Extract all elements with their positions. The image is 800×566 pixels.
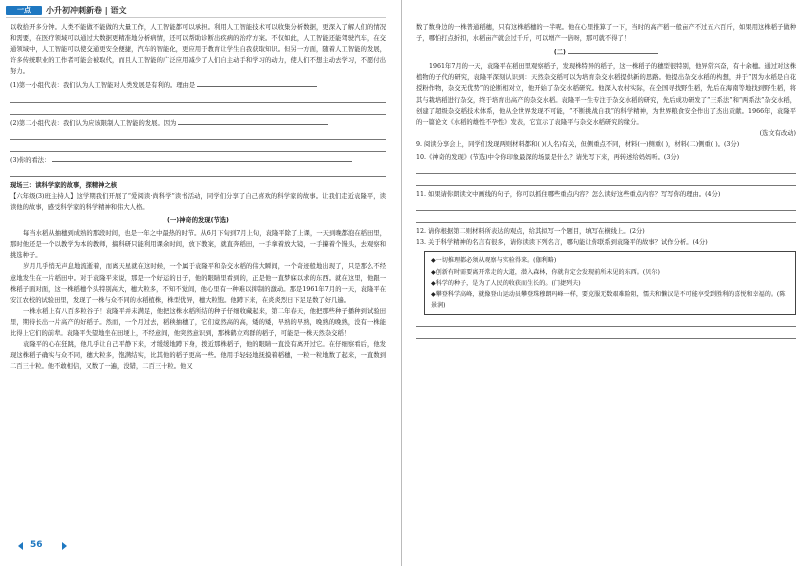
quote-item: ◆一切推理都必须从观察与实验得来。(伽利略): [431, 257, 557, 265]
question-1: [10, 80, 386, 114]
scene-title: 现场三：读科学家的故事，探精神之核: [10, 181, 118, 189]
question-1-text: (1)第一小组代表：我们认为人工智能对人类发展是有利的。理由是: [10, 82, 196, 90]
scene-intro: 【六年级(3)班主持人】这学期我们开展了“爱阅读·尚科学”读书活动，同学们分享了自己喜欢的科学家的故事。让我们走近袁隆平，读读他的故事，感受科学家的科学精神和伟大人格。: [10, 192, 386, 211]
quote-item: ◆科学的种子，是为了人民的收获而生长的。(门捷列夫): [431, 279, 581, 287]
question-3: [10, 155, 386, 177]
next-page-arrow-icon[interactable]: [62, 542, 67, 550]
answer-line[interactable]: [10, 143, 386, 152]
section-2-title: [416, 47, 796, 58]
answer-line[interactable]: [10, 94, 386, 103]
series-title: 小升初冲刺新卷 | 语文: [46, 6, 127, 15]
answer-line[interactable]: [52, 155, 352, 162]
answer-line[interactable]: [416, 214, 796, 223]
answer-line[interactable]: [10, 131, 386, 140]
page-number: 56: [30, 540, 43, 550]
answer-line[interactable]: [10, 106, 386, 115]
answer-line[interactable]: [10, 168, 386, 177]
book-spine: [401, 0, 402, 566]
answer-line[interactable]: [416, 165, 796, 174]
question-11: 11. 如果请你朗读文中画线的句子，你可以抓住哪些重点内容？怎么读好这些重点内容？写写你的理由。(4分): [416, 191, 721, 199]
section-2-label: (二): [553, 49, 566, 57]
prev-page-arrow-icon[interactable]: [18, 542, 23, 550]
question-13: 13. 关于科学精神的名言有很多，请你读读下列名言，哪句能让你联系到袁隆平的故事？试作分析。(4分): [416, 239, 708, 247]
answer-line[interactable]: [416, 318, 796, 327]
answer-line[interactable]: [178, 118, 328, 125]
page-header: [0, 0, 800, 18]
quote-item: ◆创新有时需要离开常走的大道，潜入森林，你就肯定会发现前所未见的东西。(贝尔): [431, 268, 660, 276]
question-2-text: (2)第二小组代表：我们认为应该限制人工智能的发展。因为: [10, 119, 177, 127]
quotes-box: [424, 251, 796, 314]
series-badge: 一点: [6, 6, 42, 15]
question-2: [10, 118, 386, 152]
answer-line[interactable]: [416, 177, 796, 186]
answer-line[interactable]: [197, 80, 317, 87]
question-3-text: (3)你的看法：: [10, 156, 51, 164]
intro-paragraph: 以收拾开多分钟。人类不能做不能做的大量工作，人工智能都可以承担。利用人工智能技术可以收集分析数据，更深入了解人们的情况和需要，在医疗领域可以通过大数据更精准地分析病情，还可以帮助诊断出疾病的治疗方案。不仅如此，人工智能还能驾驶汽车，在交通领域中，人工智能可以使交通更安全便捷，汽车的智能化，更应用于教育让学生自我获取知识。但另一方面，随着人工智能的发展，许多传统职业的工作者可能会被取代，而且人工智能的广泛应用减少了人们自主动手和学习的动力，使人们不想主动去学习，不愿付出努力。: [10, 24, 386, 76]
story-continued: 数了数身边的一株普通稻穗，只有这株稻穗的一半呢。他在心里推算了一下，当时的高产稻一般亩产不过五六百斤，如果用这株稻子做种子，哪怕打点折扣，水稻亩产就会过千斤，可以增产一倍呀，那可就不得了！: [416, 24, 796, 43]
story-paragraph: 袁隆平的心在狂跳，他几乎让自己平静下来，才缓缓地蹲下身，拨近那株稻子，他的眼睛一直没有离开过它。在仔细察看后，他发现这株稻子确实与众不同，穗大粒多，饱满结实，比其他的稻子更高一些。他用手轻轻地抚摸着稻穗，一粒一粒地数了起来，一直数到二百三十粒。他不敢相信，又数了一遍，没错，二百三十粒。他又: [10, 341, 386, 371]
source-note: (选文有改动): [759, 129, 796, 137]
answer-line[interactable]: [416, 202, 796, 211]
right-column: [416, 22, 796, 342]
story-paragraph: 岁月几乎悄无声息地流逝着，而离天星就在这时候，一个属于袁隆平和杂交水稻的伟大瞬间，一个奇迹般地出现了，只是那么不经意地发生在一片稻田中。对于袁隆平来说，那是一个好运的日子，他的眼睛里看到的，正是他一直梦寐以求的东西。就在这里，他跟一株稻子面对面，这一株稻穗个头特别高大，穗大粒多，不知不觉间，他心里有一种难以抑制的激动。那是1961年7月的一天，袁隆平在安江农校的试验田里，发现了一株与众不同的水稻植株，株型优异，穗大粒饱。他蹲下来，在炎炎烈日下足足数了好几遍。: [10, 263, 386, 304]
question-9: 9. 阅读分享会上，同学们发现两则材料都和( )(人名)有关，但侧重点不同，材料(一)侧重( )，材料(二)侧重( )。(3分): [416, 140, 740, 148]
material-2-paragraph: 1961年7月的一天，袁隆平在稻田里观察稻子，发现株特异的稻子，这一株稻子的穗型很特别，他异常兴奋，有十余穗。通过对这株植物的子代的研究，袁隆平深刻认识到：天然杂交稻可以为培育杂交水稻提供新的思路。他提出杂交水稻的构想，并于“因为水稻是自花授粉作物，杂交无优势”的论断相对立，他开始了杂交水稻研究。他深入农村实际，在全国寻找野生稻，先后在海南等地找到野生稻，将其与栽培稻进行杂交，终于培育出高产的杂交水稻。袁隆平一生专注于杂交水稻的研究，先后成功研发了“三系法”和“两系法”杂交水稻，创建了超级杂交稻技术体系，他从全世界发现不可能，“不断挑战自我”的科学精神，为世界粮食安全作出了杰出贡献。1966年，袁隆平的一篇论文《水稻的雄性不孕性》发表，它宣示了袁隆平与杂交水稻研究的缘分。: [416, 63, 796, 126]
quote-item: ◆攀登科学高峰，就像登山运动员攀登珠穆朗玛峰一样，要克服无数艰难险阻，懦夫和懒汉是不可能享受到胜利的喜悦和幸福的。(陈景润): [431, 290, 786, 309]
story-paragraph: 一株水稻上有八百多粒谷子！袁隆平并未满足，他把这株水稻所结的种子仔细收藏起来，第二年春天，他把那些种子播种到试验田里，期待长出一片高产的好稻子。然而，一个月过去，稻秧抽穗了，它们竟然高的高，矮的矮，早熟的早熟，晚熟的晚熟，没有一株能比得上它们的前辈。袁隆平失望地坐在田埂上，不经意间，他突然意识到，那株鹤立鸡群的稻子，可能是一株天然杂交稻！: [10, 307, 386, 337]
question-12: 12. 请你根据第二则材料所表达的观点，给其拟写一个题目，填写在横线上。(2分): [416, 228, 645, 236]
header-rule: [6, 17, 386, 18]
title-answer-line[interactable]: [568, 47, 658, 54]
left-column: [10, 22, 386, 372]
answer-line[interactable]: [416, 330, 796, 339]
question-10: 10.《神奇的发现》(节选)中令你印象最深的场景是什么？请先写下来，再转述给妈妈听。(3分): [416, 154, 680, 162]
story-paragraph: 每当水稻从抽穗到成熟的那段时间，也是一年之中最热的时节。从6月下旬到7月上旬，袁隆平除了上课，一天到晚都泡在稻田里，那时他还是一个以教学为本的教师，搞科研只能利用课余时间，放下教案，就直奔稻田，一手拿着放大镜，一手攥着个馒头，去观察和挑选种子。: [10, 230, 386, 260]
section-1-title: (一)神奇的发现(节选): [167, 217, 229, 225]
